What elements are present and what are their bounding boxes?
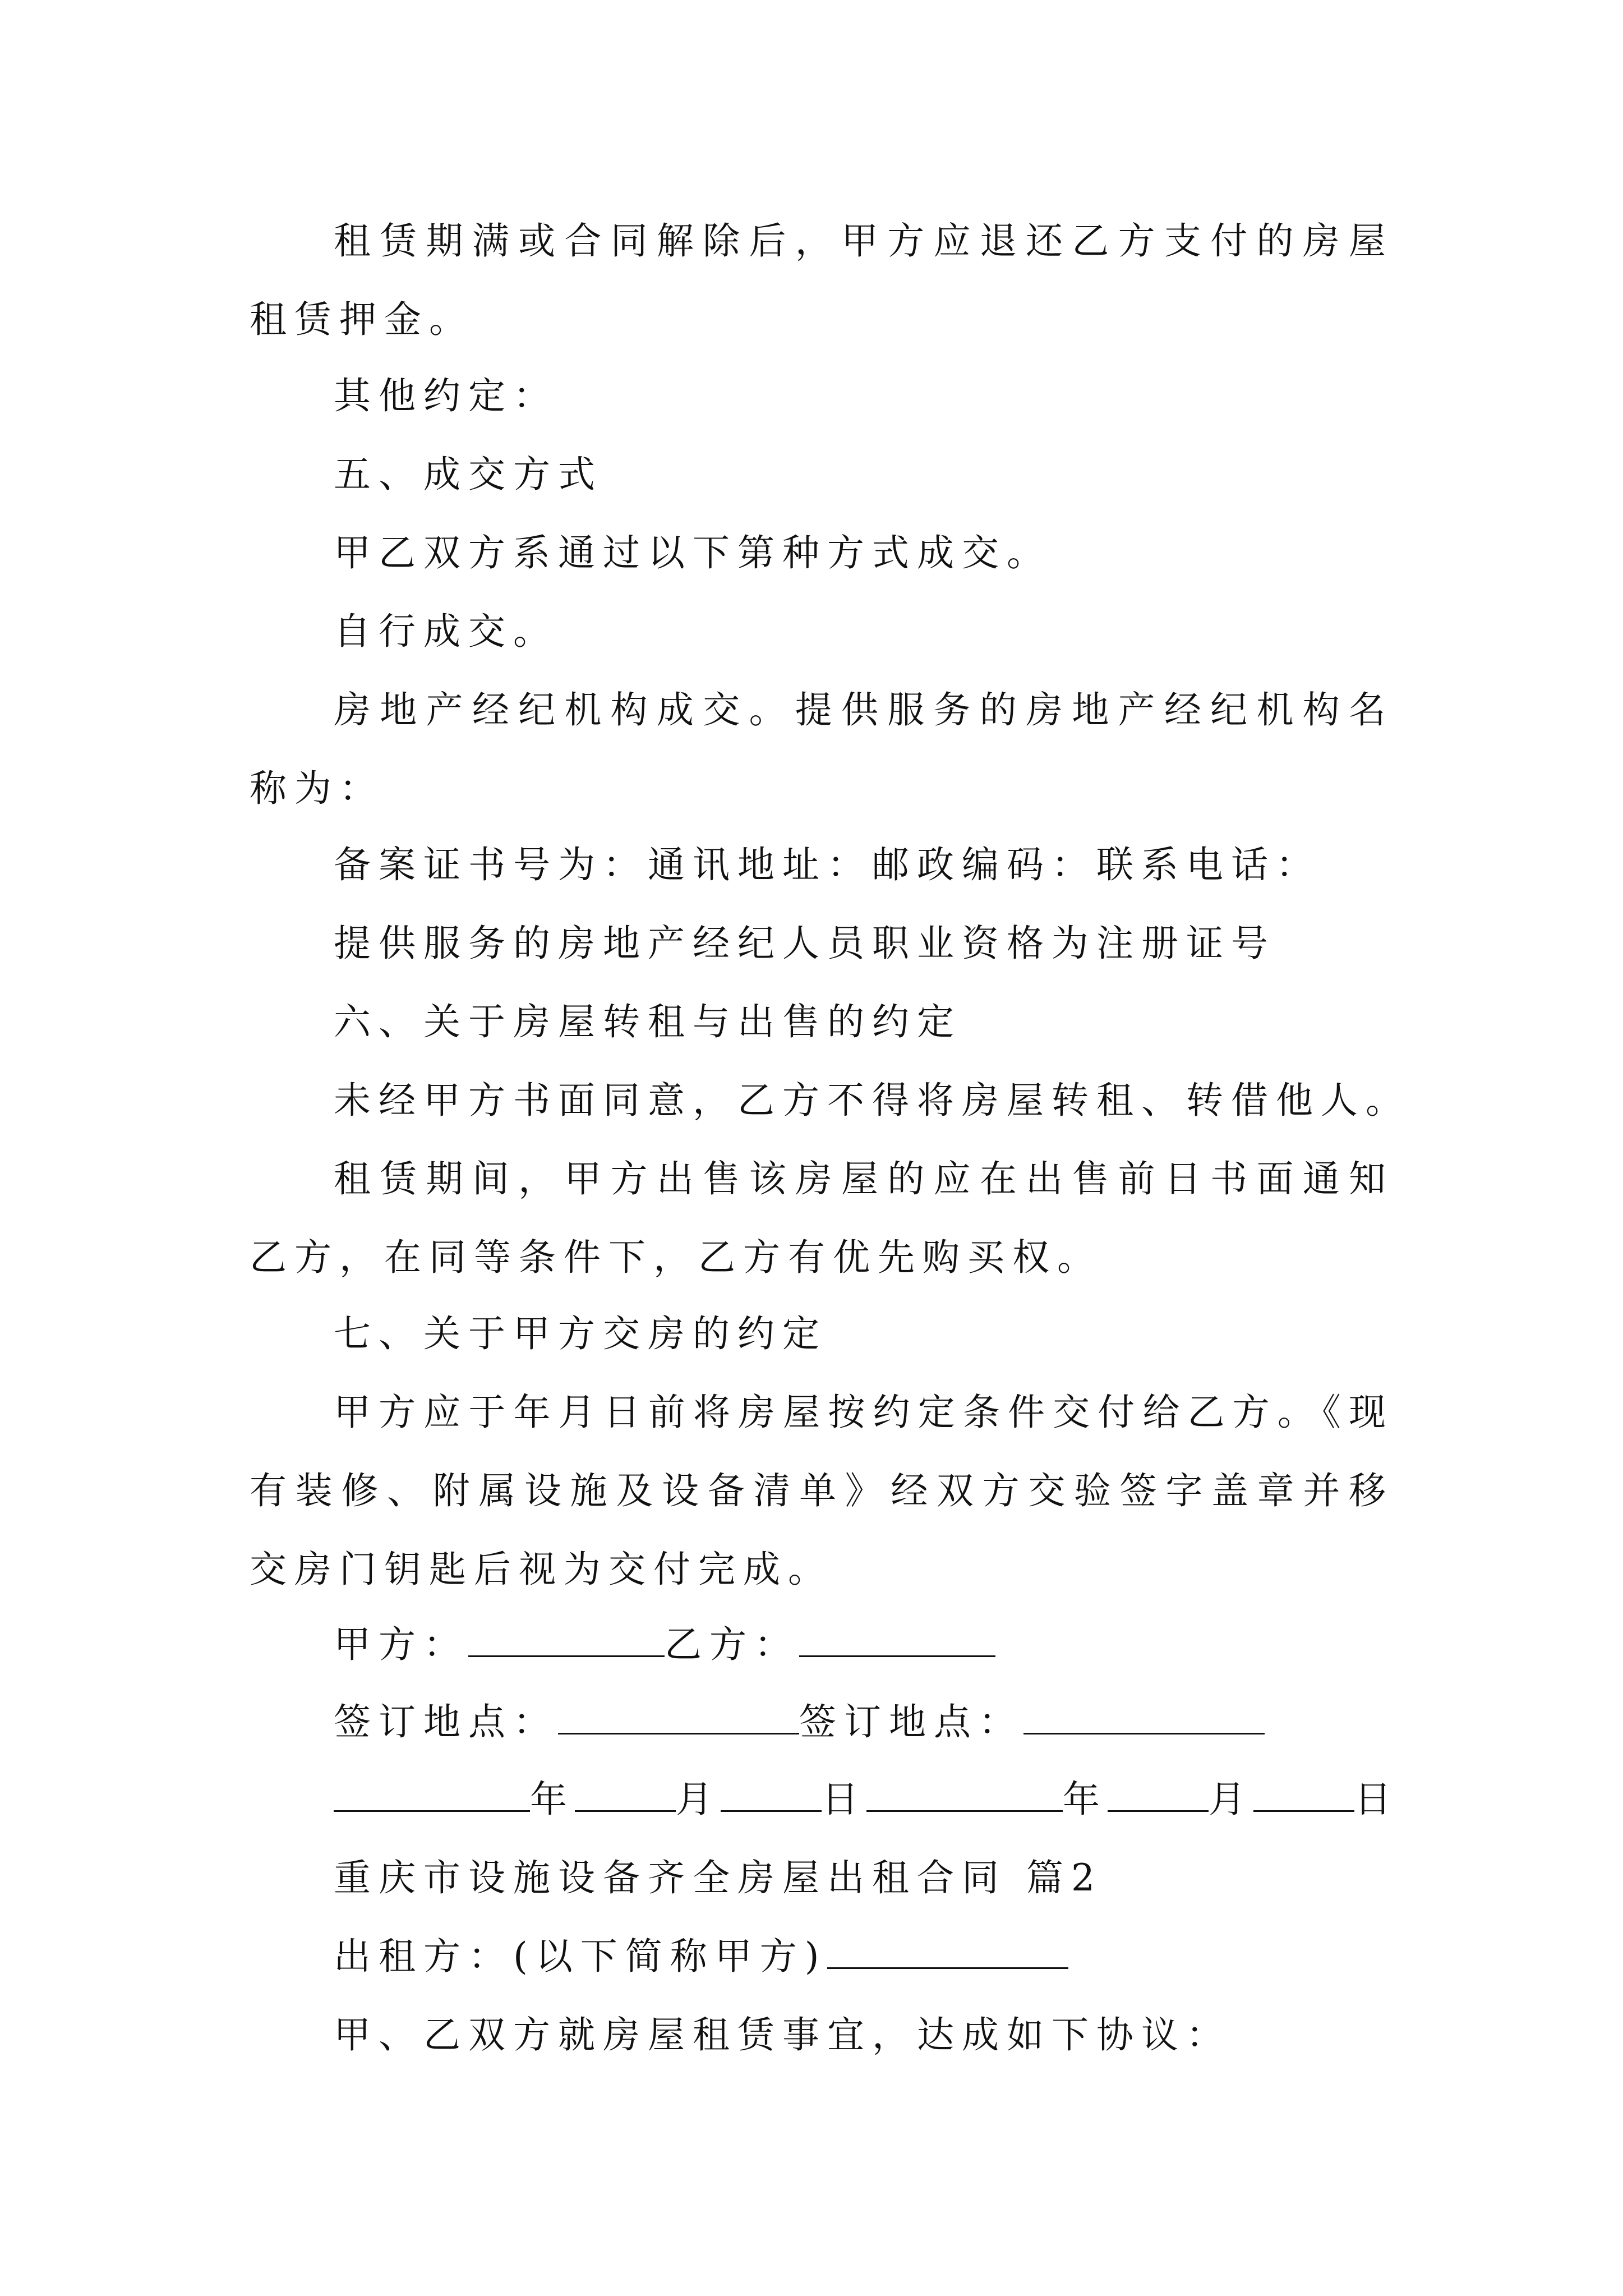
party-a-blank[interactable] bbox=[468, 1622, 665, 1657]
heading-handover: 七、关于甲方交房的约定 bbox=[334, 1312, 827, 1355]
date-a-day-blank[interactable] bbox=[721, 1777, 822, 1812]
party-b-label: 乙方： bbox=[665, 1623, 799, 1666]
lessor-blank[interactable] bbox=[827, 1934, 1068, 1969]
date-b-prefix-blank[interactable] bbox=[866, 1777, 1063, 1812]
paragraph-agency-details: 备案证书号为：通讯地址：邮政编码：联系电话： bbox=[334, 843, 1321, 886]
date-a-prefix-blank[interactable] bbox=[334, 1777, 530, 1812]
place-a-blank[interactable] bbox=[558, 1699, 799, 1734]
signature-parties-row bbox=[250, 1605, 1394, 1684]
paragraph-agreement-intro: 甲、乙双方就房屋租赁事宜，达成如下协议： bbox=[334, 2013, 1231, 2056]
paragraph-other-agreements: 其他约定： bbox=[334, 374, 558, 417]
place-b-label: 签订地点： bbox=[799, 1700, 1023, 1743]
paragraph-sale-notice: 租赁期间，甲方出售该房屋的应在出售前日书面通知乙方，在同等条件下，乙方有优先购买权。 bbox=[250, 1157, 1394, 1279]
date-a-month-blank[interactable] bbox=[575, 1777, 676, 1812]
signature-place-row bbox=[250, 1683, 1394, 1761]
paragraph-self-transaction: 自行成交。 bbox=[334, 610, 558, 653]
date-b-year: 年 bbox=[1063, 1778, 1108, 1821]
section-2-title: 重庆市设施设备齐全房屋出租合同 篇2 bbox=[334, 1856, 1103, 1899]
paragraph-transaction-way: 甲乙双方系通过以下第种方式成交。 bbox=[334, 531, 1052, 574]
lessor-label: 出租方：(以下简称甲方) bbox=[334, 1935, 827, 1978]
paragraph-agency-transaction: 房地产经纪机构成交。提供服务的房地产经纪机构名称为： bbox=[250, 688, 1394, 810]
date-b-month: 月 bbox=[1209, 1778, 1253, 1821]
party-a-label: 甲方： bbox=[334, 1623, 468, 1666]
heading-transaction-method: 五、成交方式 bbox=[334, 453, 603, 496]
heading-sublease-sale: 六、关于房屋转租与出售的约定 bbox=[334, 1000, 962, 1043]
place-b-blank[interactable] bbox=[1023, 1699, 1265, 1734]
date-a-year: 年 bbox=[530, 1778, 575, 1821]
paragraph-no-sublease: 未经甲方书面同意，乙方不得将房屋转租、转借他人。 bbox=[334, 1079, 1410, 1122]
party-b-blank[interactable] bbox=[799, 1622, 995, 1657]
date-a-day: 日 bbox=[822, 1778, 866, 1821]
paragraph-agent-qualification: 提供服务的房地产经纪人员职业资格为注册证号 bbox=[334, 922, 1276, 965]
date-b-day-blank[interactable] bbox=[1253, 1777, 1354, 1812]
date-b-month-blank[interactable] bbox=[1108, 1777, 1209, 1812]
place-a-label: 签订地点： bbox=[334, 1700, 558, 1743]
date-b-day: 日 bbox=[1354, 1778, 1399, 1821]
lessor-row bbox=[250, 1917, 1394, 1996]
signature-date-row bbox=[250, 1760, 1399, 1839]
paragraph-handover-terms: 甲方应于年月日前将房屋按约定条件交付给乙方。《现有装修、附属设施及设备清单》经双方交验签字盖章并移交房门钥匙后视为交付完成。 bbox=[250, 1391, 1394, 1591]
paragraph-deposit-return: 租赁期满或合同解除后，甲方应退还乙方支付的房屋租赁押金。 bbox=[250, 219, 1394, 341]
date-a-month: 月 bbox=[676, 1778, 721, 1821]
